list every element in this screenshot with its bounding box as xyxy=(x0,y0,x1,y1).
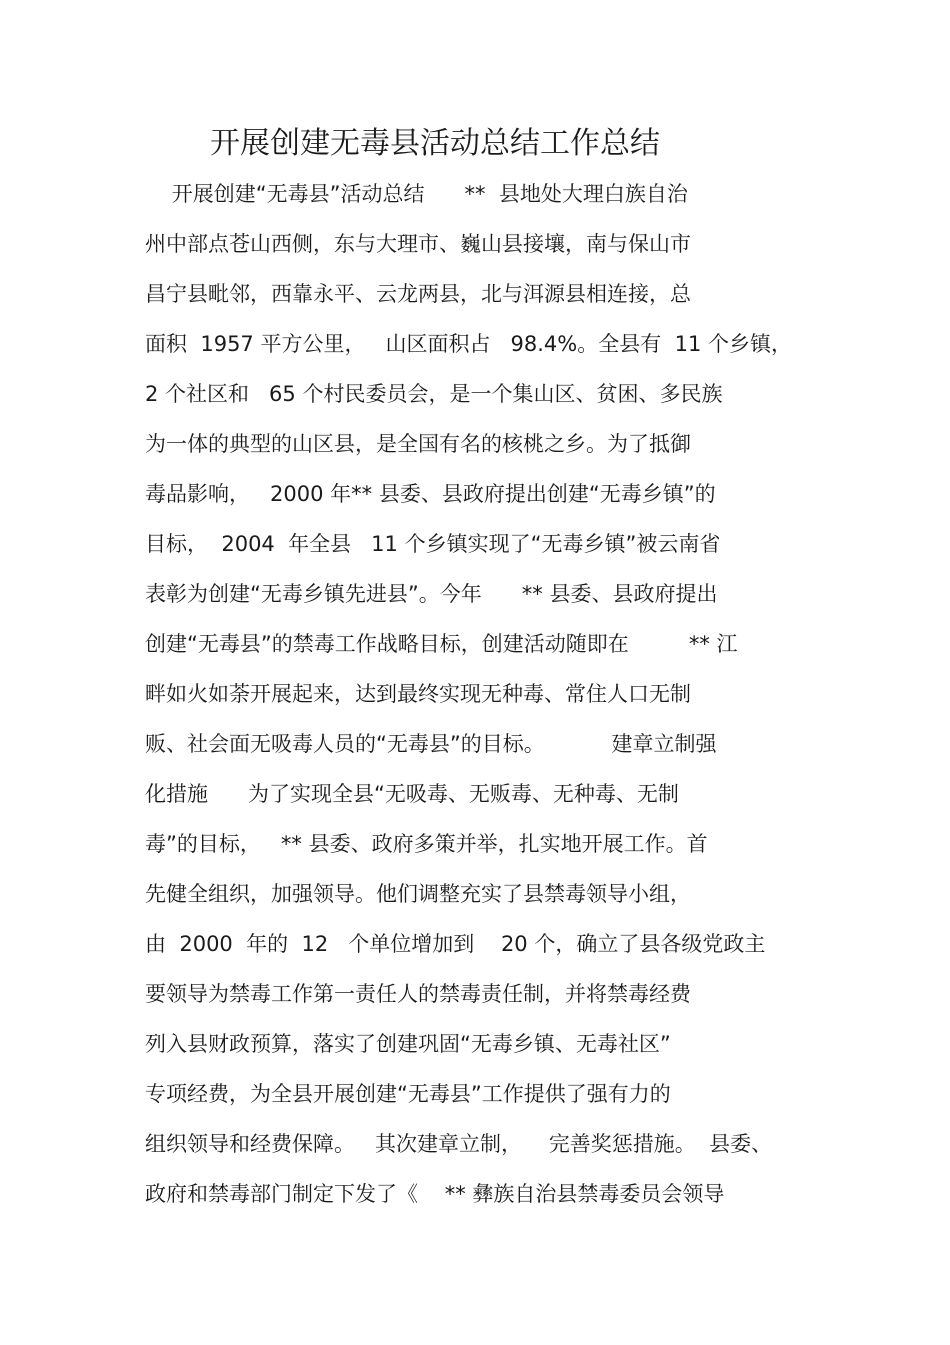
text-line: 贩、社会面无吸毒人员的“无毒县”的目标。 建章立制强 xyxy=(145,732,717,756)
text-line: 毒品影响， 2000 年** 县委、县政府提出创建“无毒乡镇”的 xyxy=(145,482,716,506)
text-line: 2 个社区和 65 个村民委员会，是一个集山区、贫困、多民族 xyxy=(145,382,723,406)
text-line: 政府和禁毒部门制定下发了《 ** 彝族自治县禁毒委员会领导 xyxy=(145,1182,725,1206)
document-body xyxy=(145,172,815,1222)
text-line: 昌宁县毗邻，西靠永平、云龙两县，北与洱源县相连接，总 xyxy=(145,282,691,306)
text-line: 由 2000 年的 12 个单位增加到 20 个，确立了县各级党政主 xyxy=(145,932,766,956)
text-line: 表彰为创建“无毒乡镇先进县”。今年 ** 县委、县政府提出 xyxy=(145,582,718,606)
text-line: 为一体的典型的山区县，是全国有名的核桃之乡。为了抵御 xyxy=(145,432,691,456)
text-line: 毒”的目标， ** 县委、政府多策并举，扎实地开展工作。首 xyxy=(145,832,708,856)
text-line: 开展创建“无毒县”活动总结 ** 县地处大理白族自治 xyxy=(145,182,688,206)
text-line: 畔如火如荼开展起来，达到最终实现无种毒、常住人口无制 xyxy=(145,682,691,706)
text-line: 要领导为禁毒工作第一责任人的禁毒责任制，并将禁毒经费 xyxy=(145,982,691,1006)
text-line: 组织领导和经费保障。 其次建章立制， 完善奖惩措施。 县委、 xyxy=(145,1132,773,1156)
text-line: 创建“无毒县”的禁毒工作战略目标，创建活动随即在 ** 江 xyxy=(145,632,738,656)
text-line: 面积 1957 平方公里， 山区面积占 98.4%。全县有 11 个乡镇， xyxy=(145,332,792,356)
document-title: 开展创建无毒县活动总结工作总结 xyxy=(210,126,660,161)
text-line: 列入县财政预算，落实了创建巩固“无毒乡镇、无毒社区” xyxy=(145,1032,671,1056)
text-line: 专项经费，为全县开展创建“无毒县”工作提供了强有力的 xyxy=(145,1082,671,1106)
text-line: 化措施 为了实现全县“无吸毒、无贩毒、无种毒、无制 xyxy=(145,782,679,806)
text-line: 目标， 2004 年全县 11 个乡镇实现了“无毒乡镇”被云南省 xyxy=(145,532,721,556)
text-line: 先健全组织，加强领导。他们调整充实了县禁毒领导小组， xyxy=(145,882,691,906)
text-line: 州中部点苍山西侧，东与大理市、巍山县接壤，南与保山市 xyxy=(145,232,691,256)
